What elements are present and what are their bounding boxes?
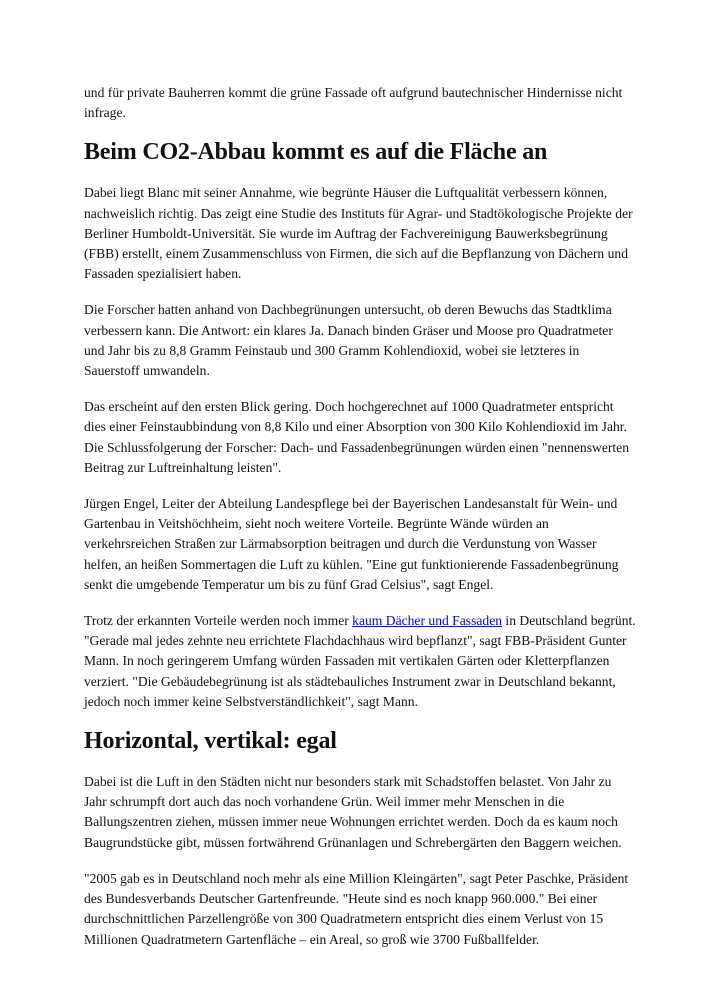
paragraph-extrapolation: Das erscheint auf den ersten Blick gering. Doch hochgerechnet auf 1000 Quadratmeter entspricht dies einer Feinstaubbindung von 8,8 Kilo und einer Absorption von 300 Kilo Kohlendioxid im Jahr. Die Schlussfolgerung der Forscher: Dach- und Fassadenbegrünungen würden einen "nennenswerten Beitrag zur Luftreinhaltung leisten". bbox=[84, 399, 629, 475]
roofs-facades-link[interactable]: kaum Dächer und Fassaden bbox=[352, 613, 503, 629]
article-body bbox=[84, 83, 636, 950]
intro-paragraph: und für private Bauherren kommt die grüne Fassade oft aufgrund bautechnischer Hindernisse nicht infrage. bbox=[84, 85, 623, 121]
paragraph-researchers: Die Forscher hatten anhand von Dachbegrünungen untersucht, ob deren Bewuchs das Stadtklima verbessern kann. Die Antwort: ein klares Ja. Danach binden Gräser und Moose pro Quadratmeter und Jahr bis zu 8,8 Gramm Feinstaub und 300 Gramm Kohlendioxid, wobei sie letzteres in Sauerstoff umwandeln. bbox=[84, 302, 613, 379]
paragraph-advantages-end: in Deutschland begrünt. "Gerade mal jedes zehnte neu errichtete Flachdachhaus wird bepflanzt", sagt FBB-Präsident Gunter Mann. In noch geringerem Umfang würden Fassaden mit vertikalen Gärten oder Kletterpflanzen verziert. "Die Gebäudebegrünung ist als städtebauliches Instrument zwar in Deutschland bekannt, jedoch noch immer keine Selbstverständlichkeit", sagt Mann. bbox=[84, 613, 636, 709]
paragraph-engel: Jürgen Engel, Leiter der Abteilung Landespflege bei der Bayerischen Landesanstalt für Wein- und Gartenbau in Veitshöchheim, sieht noch weitere Vorteile. Begrünte Wände würden an verkehrsreichen Straßen zur Lärmabsorption beitragen und durch die Verdunstung von Wasser helfen, an heißen Sommertagen die Luft zu kühlen. "Eine gut funktionierende Fassadenbegrünung senkt die umgebende Temperatur um bis zu fünf Grad Celsius", sagt Engel. bbox=[84, 496, 619, 592]
paragraph-advantages bbox=[84, 611, 636, 712]
section-heading-co2: Beim CO2-Abbau kommt es auf die Fläche an bbox=[84, 139, 548, 166]
paragraph-advantages-start: Trotz der erkannten Vorteile werden noch immer bbox=[84, 613, 353, 629]
paragraph-paschke: "2005 gab es in Deutschland noch mehr als eine Million Kleingärten", sagt Peter Paschke, Präsident des Bundesverbands Deutscher Gartenfreunde. "Heute sind es noch knapp 960.000." Bei einer durchschnittlichen Parzellengröße von 300 Quadratmetern entspricht dies einem Verlust von 15 Millionen Quadratmetern Gartenfläche – ein Areal, so groß wie 3700 Fußballfelder. bbox=[84, 870, 629, 947]
paragraph-air-pollution: Dabei ist die Luft in den Städten nicht nur besonders stark mit Schadstoffen belastet. Von Jahr zu Jahr schrumpft dort auch das noch vorhandene Grün. Weil immer mehr Menschen in die Ballungszentren ziehen, müssen immer neue Wohnungen errichtet werden. Doch da es kaum noch Baugrundstücke gibt, müssen fortwährend Grünanlagen und Schrebergärten den Baggern weichen. bbox=[84, 774, 622, 850]
section-heading-horizontal: Horizontal, vertikal: egal bbox=[84, 728, 337, 755]
paragraph-study: Dabei liegt Blanc mit seiner Annahme, wie begrünte Häuser die Luftqualität verbessern können, nachweislich richtig. Das zeigt eine Studie des Instituts für Agrar- und Stadtökologische Projekte der Berliner Humboldt-Universität. Sie wurde im Auftrag der Fachvereinigung Bauwerksbegrünung (FBB) erstellt, einem Zusammenschluss von Firmen, die sich auf die Bepflanzung von Dächern und Fassaden spezialisiert haben. bbox=[84, 185, 633, 282]
